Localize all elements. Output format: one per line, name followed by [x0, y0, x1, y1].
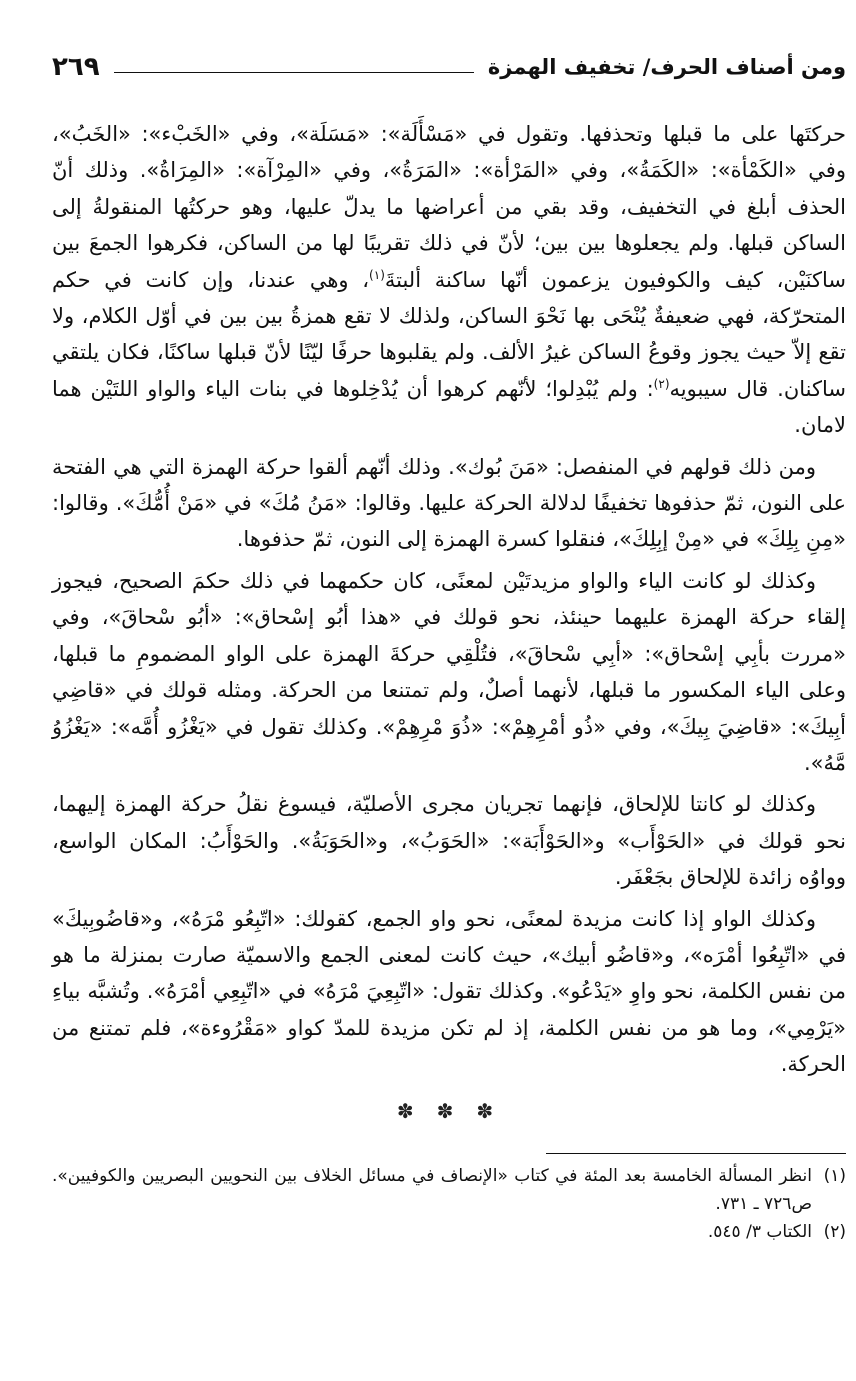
footnote-1 [52, 1162, 846, 1218]
footnotes [52, 1162, 846, 1246]
page-number: ٢٦٩ [52, 52, 100, 82]
footnote-number: (٢) [823, 1221, 846, 1242]
footnote-ref-1: (١) [369, 267, 385, 282]
footnote-2 [52, 1218, 846, 1246]
running-title: ومن أصناف الحرف/ تخفيف الهمزة [487, 55, 846, 79]
footnote-text: انظر المسألة الخامسة بعد المئة في كتاب «الإنصاف في مسائل الخلاف بين النحويين البصريين والكوفيين». ص٧٢٦ ـ ٧٣١. [52, 1165, 812, 1214]
paragraph-text: : ولم يُبْدِلوا؛ لأنّهم كرهوا أن يُدْخِلوها في بنات الياء والواو اللتَيْن هما لامان. [52, 376, 846, 438]
book-page [52, 44, 846, 1364]
footnote-number: (١) [823, 1165, 846, 1186]
main-text [52, 116, 846, 1123]
paragraph-text: ، وهي عندنا، وإن كانت في حكم المتحرّكة، فهي ضعيفةٌ يُنْحَى بها نَحْوَ الساكن، ولذلك لا تقع همزةُ بين بين في أوّل الكلام، ولا تقع إلاّ حيث يجوز وقوعُ الساكن غيرُ الألف. ولم يقلبوها حرفًا ليّنًا لأنّ قبلها ساكنًا، فكان يلتقي ساكنان. قال سيبويه [52, 267, 846, 401]
section-separator: ✽ ✽ ✽ [396, 1098, 502, 1123]
footnote-rule [546, 1153, 846, 1154]
paragraph-2: ومن ذلك قولهم في المنفصل: «مَنَ بُوك». وذلك أنّهم ألقوا حركة الهمزة التي هي الفتحة على النون، ثمّ حذفوها تخفيفًا لدلالة الحركة عليها. وقالوا: «مَنُ مُكَ» في «مَنْ أُمُّكَ». وقالوا: «مِنِ بِلِكَ» في «مِنْ إبِلِكَ»، فنقلوا كسرة الهمزة إلى النون، ثمّ حذفوها. [52, 454, 846, 552]
page-header [52, 44, 846, 90]
paragraph-1 [52, 116, 846, 444]
header-rule [114, 72, 474, 73]
paragraph-3: وكذلك لو كانت الياء والواو مزيدتَيْن لمعنًى، كان حكمهما في ذلك حكمَ الصحيح، فيجوز إلقاء حركة الهمزة عليهما حينئذ، نحو قولك في «هذا أبُو إسْحاق»: «أبُو سْحاقَ»، وفي «مررت بأبِي إسْحاق»: «أبِي سْحاقَ»، فتُلْقِي حركةَ الهمزة على الواو المضمومِ ما قبلها، وعلى الياء المكسور ما قبلها، لأنهما أصلٌ، ولم تمتنعا من الحركة. ومثله قولك في «قاضِي أبِيكَ»: «قاضِيَ بِيكَ»، وفي «ذُو أمْرِهِمْ»: «ذُوَ مْرِهِمْ». وكذلك تقول في «يَغْزُو أُمَّه»: «يَغْزُوُ مَّهُ». [52, 568, 846, 775]
paragraph-4: وكذلك لو كانتا للإلحاق، فإنهما تجريان مجرى الأصليّة، فيسوغ نقلُ حركة الهمزة إليهما، نحو قولك في «الحَوْأَب» و«الحَوْأَبَة»: «الحَوَبُ»، و«الحَوَبَةُ». والحَوْأَبُ: المكان الواسع، وواوُه زائدة للإلحاق بجَعْفَر. [52, 792, 846, 890]
paragraph-text: حركتَها على ما قبلها وتحذفها. وتقول في «مَسْأَلَة»: «مَسَلَة»، وفي «الخَبْء»: «الخَبُ»، وفي «الكَمْأة»: «الكَمَةُ»، وفي «المَرْأة»: «المَرَةُ»، وفي «المِرْآة»: «المِرَاةُ». وذلك أنّ الحذف أبلغ في التخفيف، وقد بقي من أعراضها ما يدلّ عليها، وهو حركتُها المنقولةُ إلى الساكن قبلها. ولم يجعلوها بين بين؛ لأنّ في ذلك تقريبًا لها من الساكن، فكرهوا الجمعَ بين ساكنَيْن، كيف والكوفيون يزعمون أنّها ساكنة ألبتةَ [52, 122, 846, 292]
paragraph-5: وكذلك الواو إذا كانت مزيدة لمعنًى، نحو واو الجمع، كقولك: «اتّبِعُو مْرَهُ»، و«قاضُوبِيكَ» في «اتّبِعُوا أمْرَه»، و«قاضُو أبيك»، حيث كانت لمعنى الجمع والاسميّة صارت بمنزلة ما هو من نفس الكلمة، نحو واوِ «يَدْعُو». وكذلك تقول: «اتّبِعِيَ مْرَهُ» في «اتّبِعِي أمْرَهُ». وتُشبَّه بياءِ «يَرْمِي»، وما هو من نفس الكلمة، إذ لم تكن مزيدة للمدّ كواو «مَقْرُوءة»، فلم تمتنع من الحركة. [52, 906, 846, 1077]
footnote-ref-2: (٢) [653, 376, 670, 391]
footnote-text: الكتاب ٣/ ٥٤٥. [707, 1221, 812, 1242]
